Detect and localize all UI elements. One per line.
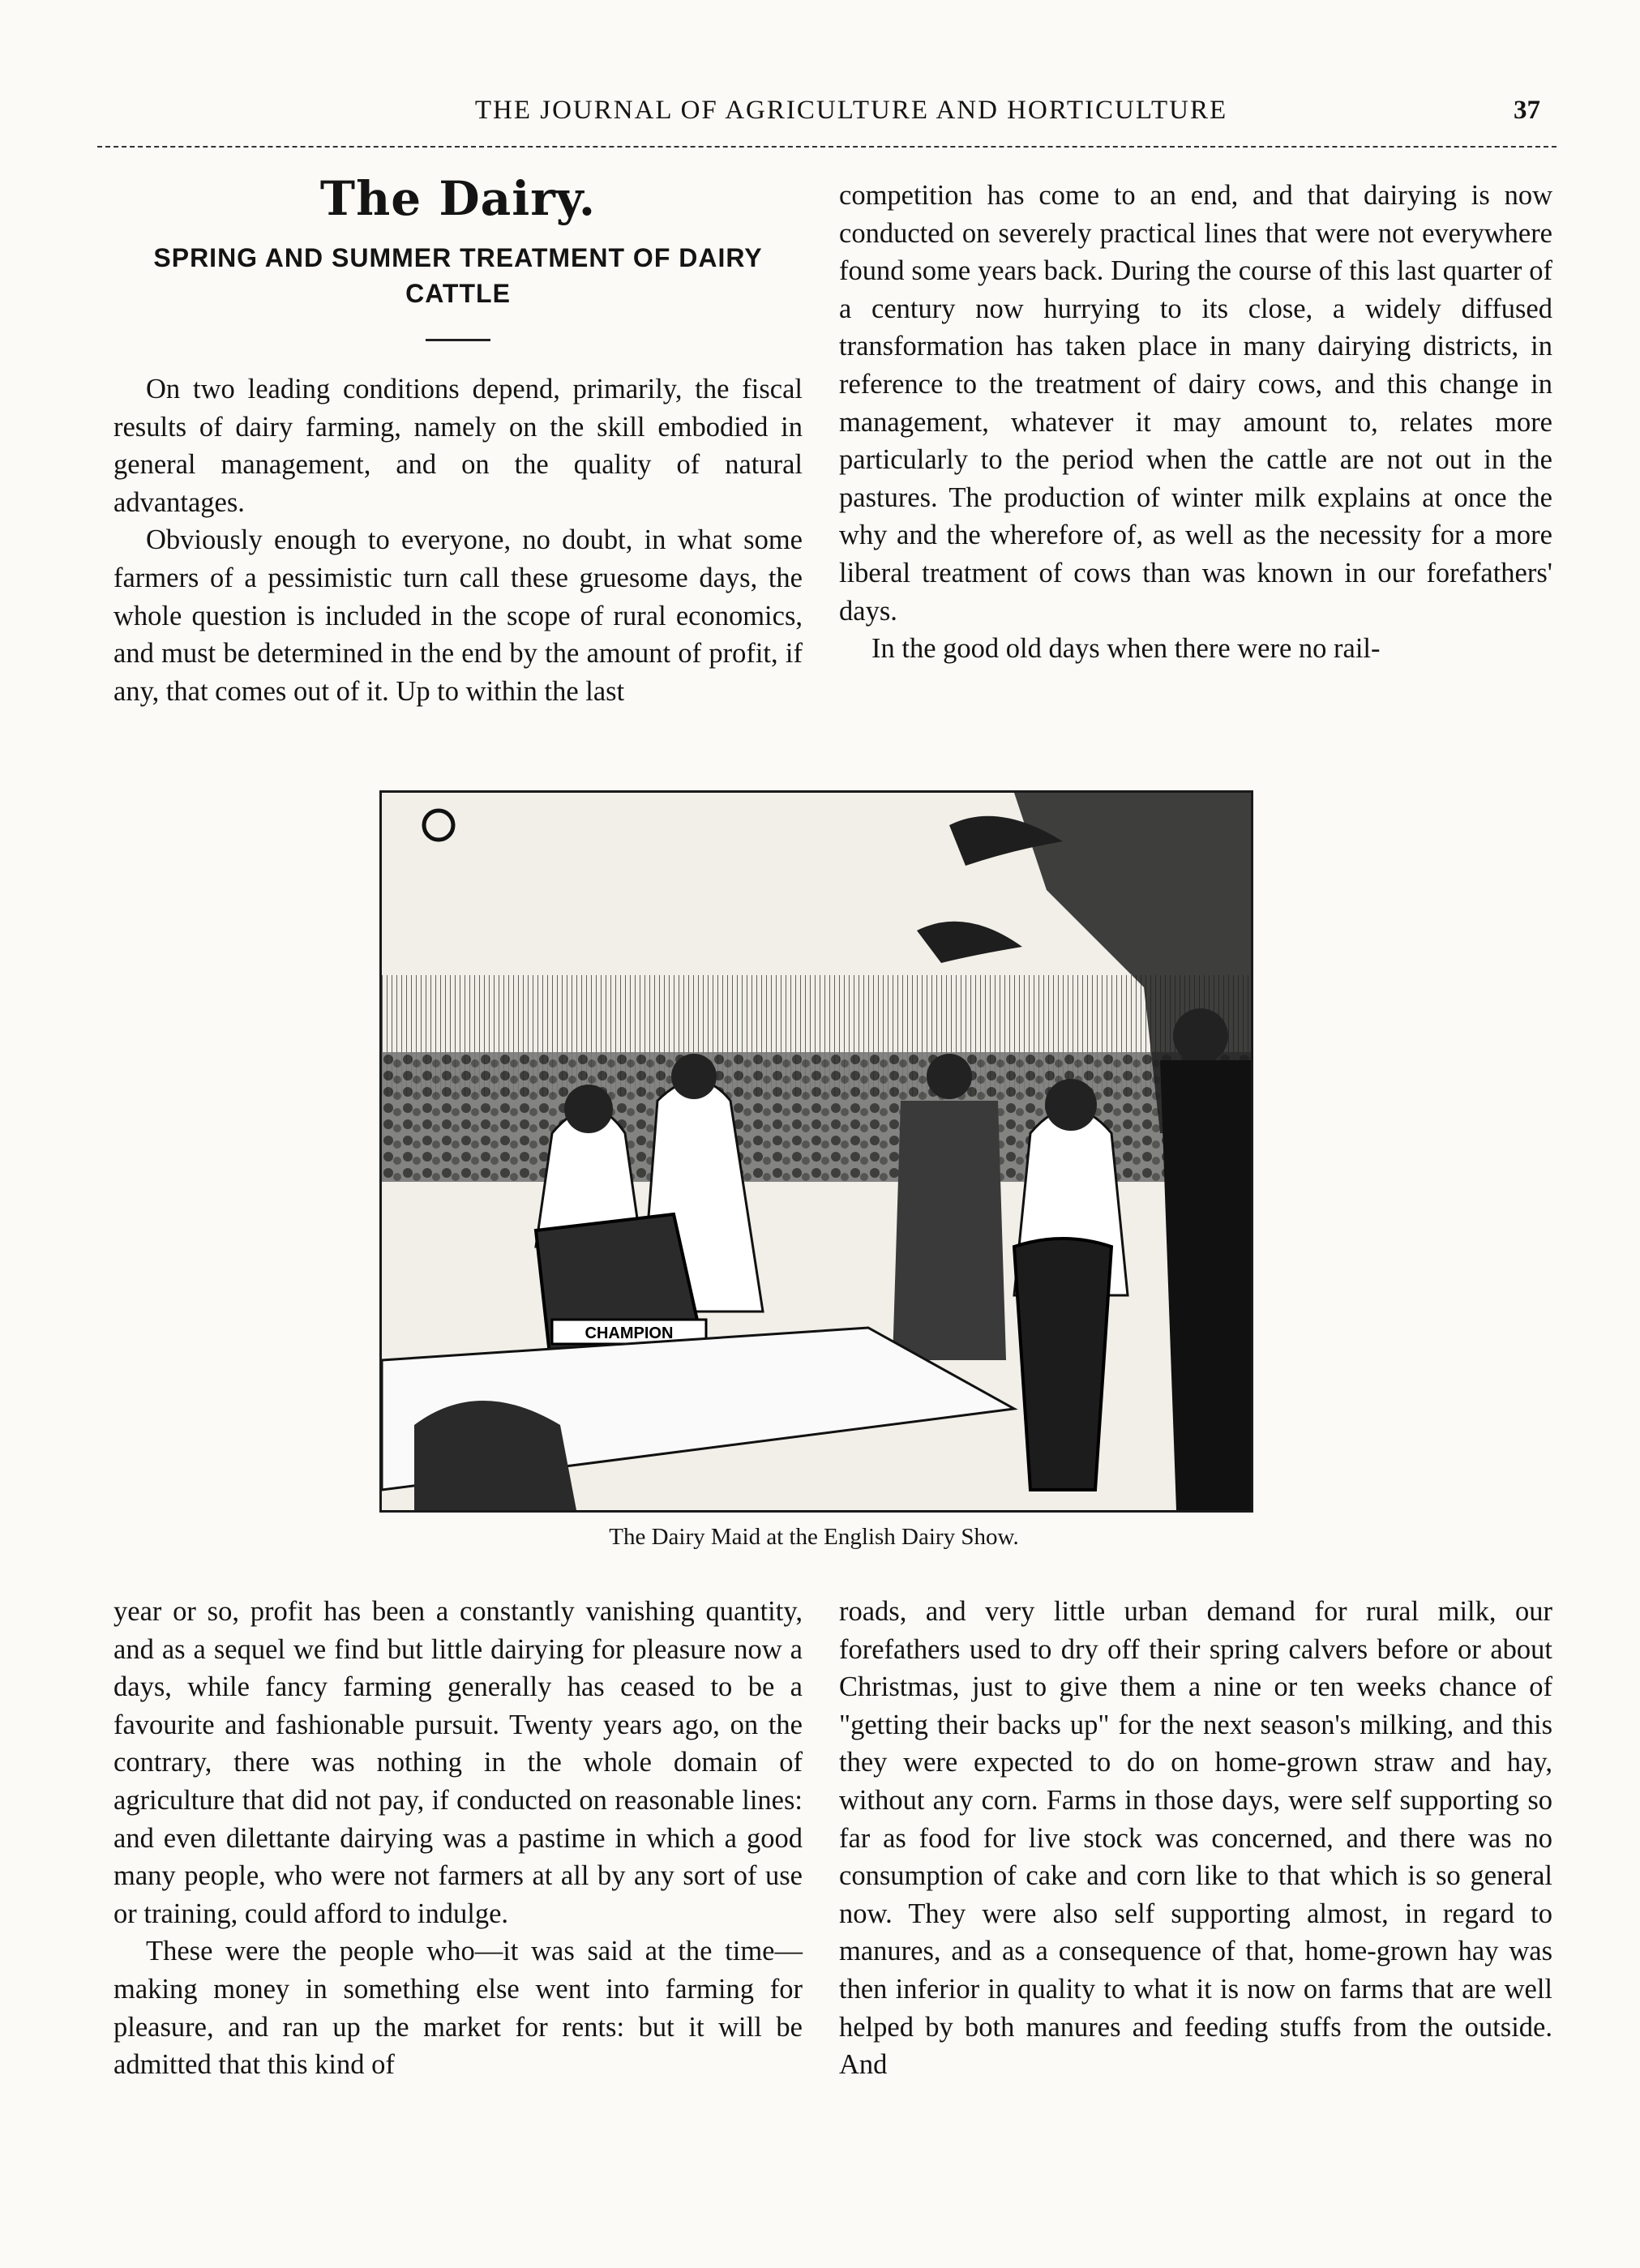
title-rule <box>426 339 490 341</box>
figure-caption: The Dairy Maid at the English Dairy Show. <box>609 1524 1019 1550</box>
paragraph: roads, and very little urban demand for rural milk, our forefathers used to dry off their spring calvers before or about Christmas, just to give them a nine or ten weeks chance of "getting their backs up" for the next season's milking, and this they were expected to do on home-grown straw and hay, without any corn. Farms in those days, were self supporting so far as food for live stock was concerned, and there was no consumption of cake and corn like to that which is so general now. They were also self supporting almost, in regard to manures, and as a consequence of that, home-grown hay was then inferior in quality to what it is now on farms that are well helped by both manures and feeding stuffs from the outside. And <box>839 1596 1552 2081</box>
right-column-bottom <box>839 1593 1552 2084</box>
left-column-top <box>113 162 803 710</box>
right-column-top <box>839 177 1552 668</box>
running-head <box>97 96 1557 144</box>
header-rule <box>97 146 1557 148</box>
left-column-bottom <box>113 1593 803 2084</box>
engraving-image <box>382 793 1251 1510</box>
dairy-maid-illustration <box>379 790 1253 1513</box>
paragraph: competition has come to an end, and that dairying is now conducted on severely practical lines that were not everywhere found some years back. During the course of this last quarter of a century now hurrying to its close, a widely diffused transformation has taken place in many dairying districts, in reference to the treatment of dairy cows, and this change in management, whatever it may amount to, relates more particularly to the period when the cattle are not out in the pastures. The production of winter milk explains at once the why and the wherefore of, as well as the necessity for a more liberal treatment of cows than was known in our forefathers' days. <box>839 180 1552 627</box>
churn-label: CHAMPION <box>584 1324 674 1342</box>
paragraph: In the good old days when there were no rail- <box>871 633 1381 665</box>
running-title: THE JOURNAL OF AGRICULTURE AND HORTICULTURE <box>474 96 1228 125</box>
paragraph: These were the people who—it was said at the time—making money in something else went into farming for pleasure, and ran up the market for rents: but it will be admitted that this kind of <box>113 1936 803 2081</box>
page-number: 37 <box>1514 96 1540 125</box>
paragraph: year or so, profit has been a constantly vanishing quantity, and as a sequel we find but little dairying for pleasure now a days, while fancy farming generally has ceased to be a favourite and fashionable pursuit. Twenty years ago, on the contrary, there was nothing in the whole domain of agriculture that did not pay, if conducted on reasonable lines: and even dilettante dairying was a pastime in which a good many people, who were not farmers at all by any sort of use or training, could afford to indulge. <box>113 1596 803 1929</box>
paragraph: Obviously enough to everyone, no doubt, in what some farmers of a pessimistic turn call these gruesome days, the whole question is included in the scope of rural economics, and must be determined in the end by the amount of profit, if any, that comes out of it. Up to within the last <box>113 524 803 707</box>
article-title: SPRING AND SUMMER TREATMENT OF DAIRY CATTLE <box>153 243 763 308</box>
section-title: The Dairy. <box>319 171 597 226</box>
paragraph: On two leading conditions depend, primarily, the fiscal results of dairy farming, namely on the skill embodied in general management, and on the quality of natural advantages. <box>113 374 803 518</box>
